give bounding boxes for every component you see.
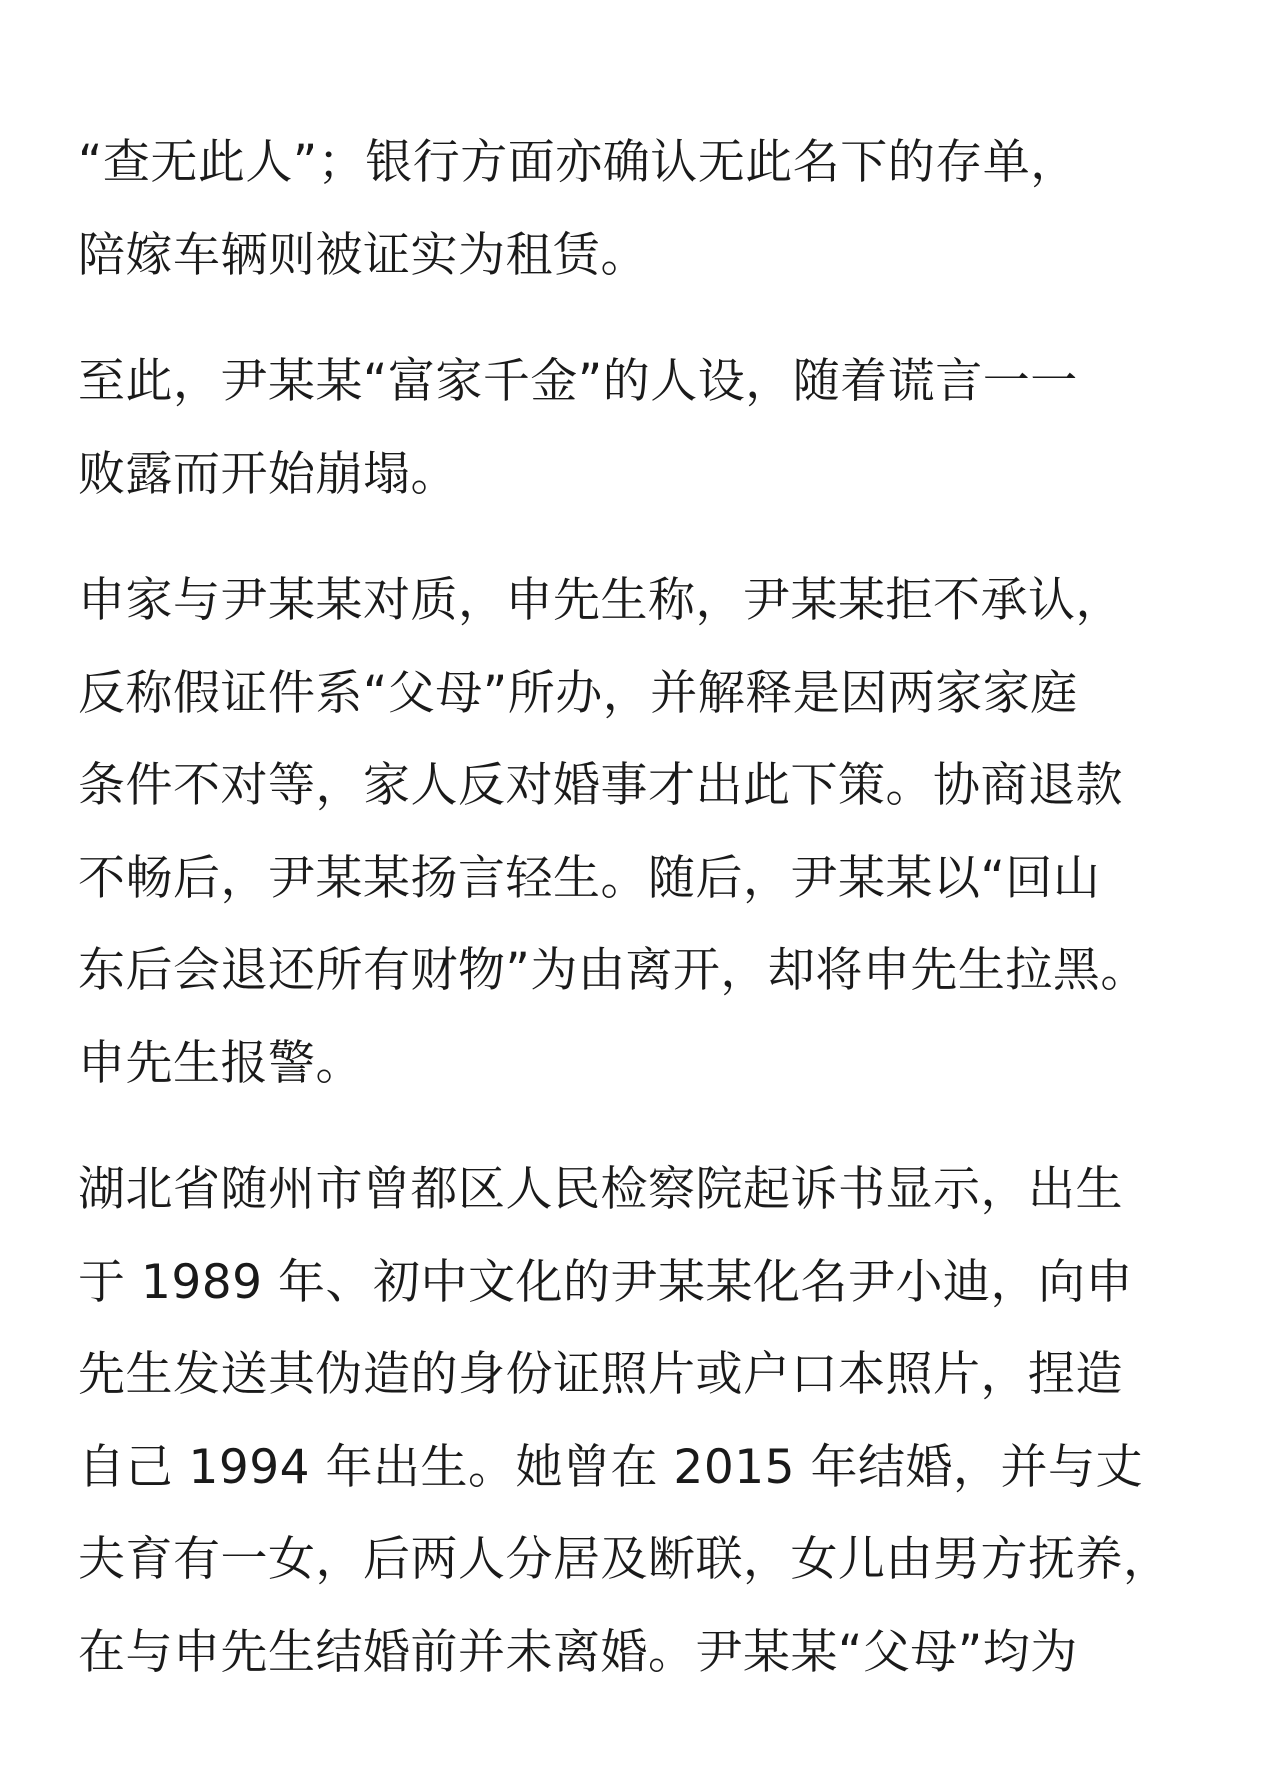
text-line: 湖北省随州市曾都区人民检察院起诉书显示，出生 — [78, 1162, 1123, 1217]
text-line: 夫育有一女，后两人分居及断联，女儿由男方抚养， — [78, 1532, 1171, 1587]
article-body — [78, 0, 1208, 1699]
text-line: 申家与尹某某对质，申先生称，尹某某拒不承认， — [78, 573, 1123, 628]
text-line: 陪嫁车辆则被证实为租赁。 — [78, 227, 648, 283]
paragraph-1 — [78, 117, 1208, 302]
text-line: 东后会退还所有财物”为由离开，却将申先生拉黑。 — [78, 943, 1148, 998]
text-line: 不畅后，尹某某扬言轻生。随后，尹某某以“回山 — [78, 850, 1101, 906]
text-line: 先生发送其伪造的身份证照片或户口本照片，捏造 — [78, 1347, 1123, 1402]
text-line: 至此，尹某某“富家千金”的人设，随着谎言一一 — [78, 354, 1078, 409]
text-line: “查无此人”；银行方面亦确认无此名下的存单， — [78, 135, 1078, 190]
text-line: 自己 1994 年出生。她曾在 2015 年结婚，并与丈 — [78, 1439, 1143, 1495]
text-line: 在与申先生结婚前并未离婚。尹某某“父母”均为 — [78, 1624, 1078, 1680]
text-line: 条件不对等，家人反对婚事才出此下策。协商退款 — [78, 758, 1123, 813]
paragraph-4 — [78, 1144, 1208, 1699]
text-line: 败露而开始崩塌。 — [78, 446, 458, 502]
paragraph-3 — [78, 555, 1208, 1110]
text-line: 于 1989 年、初中文化的尹某某化名尹小迪，向申 — [78, 1254, 1133, 1310]
text-line: 反称假证件系“父母”所办，并解释是因两家家庭 — [78, 665, 1078, 721]
paragraph-2 — [78, 336, 1208, 521]
text-line: 申先生报警。 — [78, 1035, 363, 1091]
